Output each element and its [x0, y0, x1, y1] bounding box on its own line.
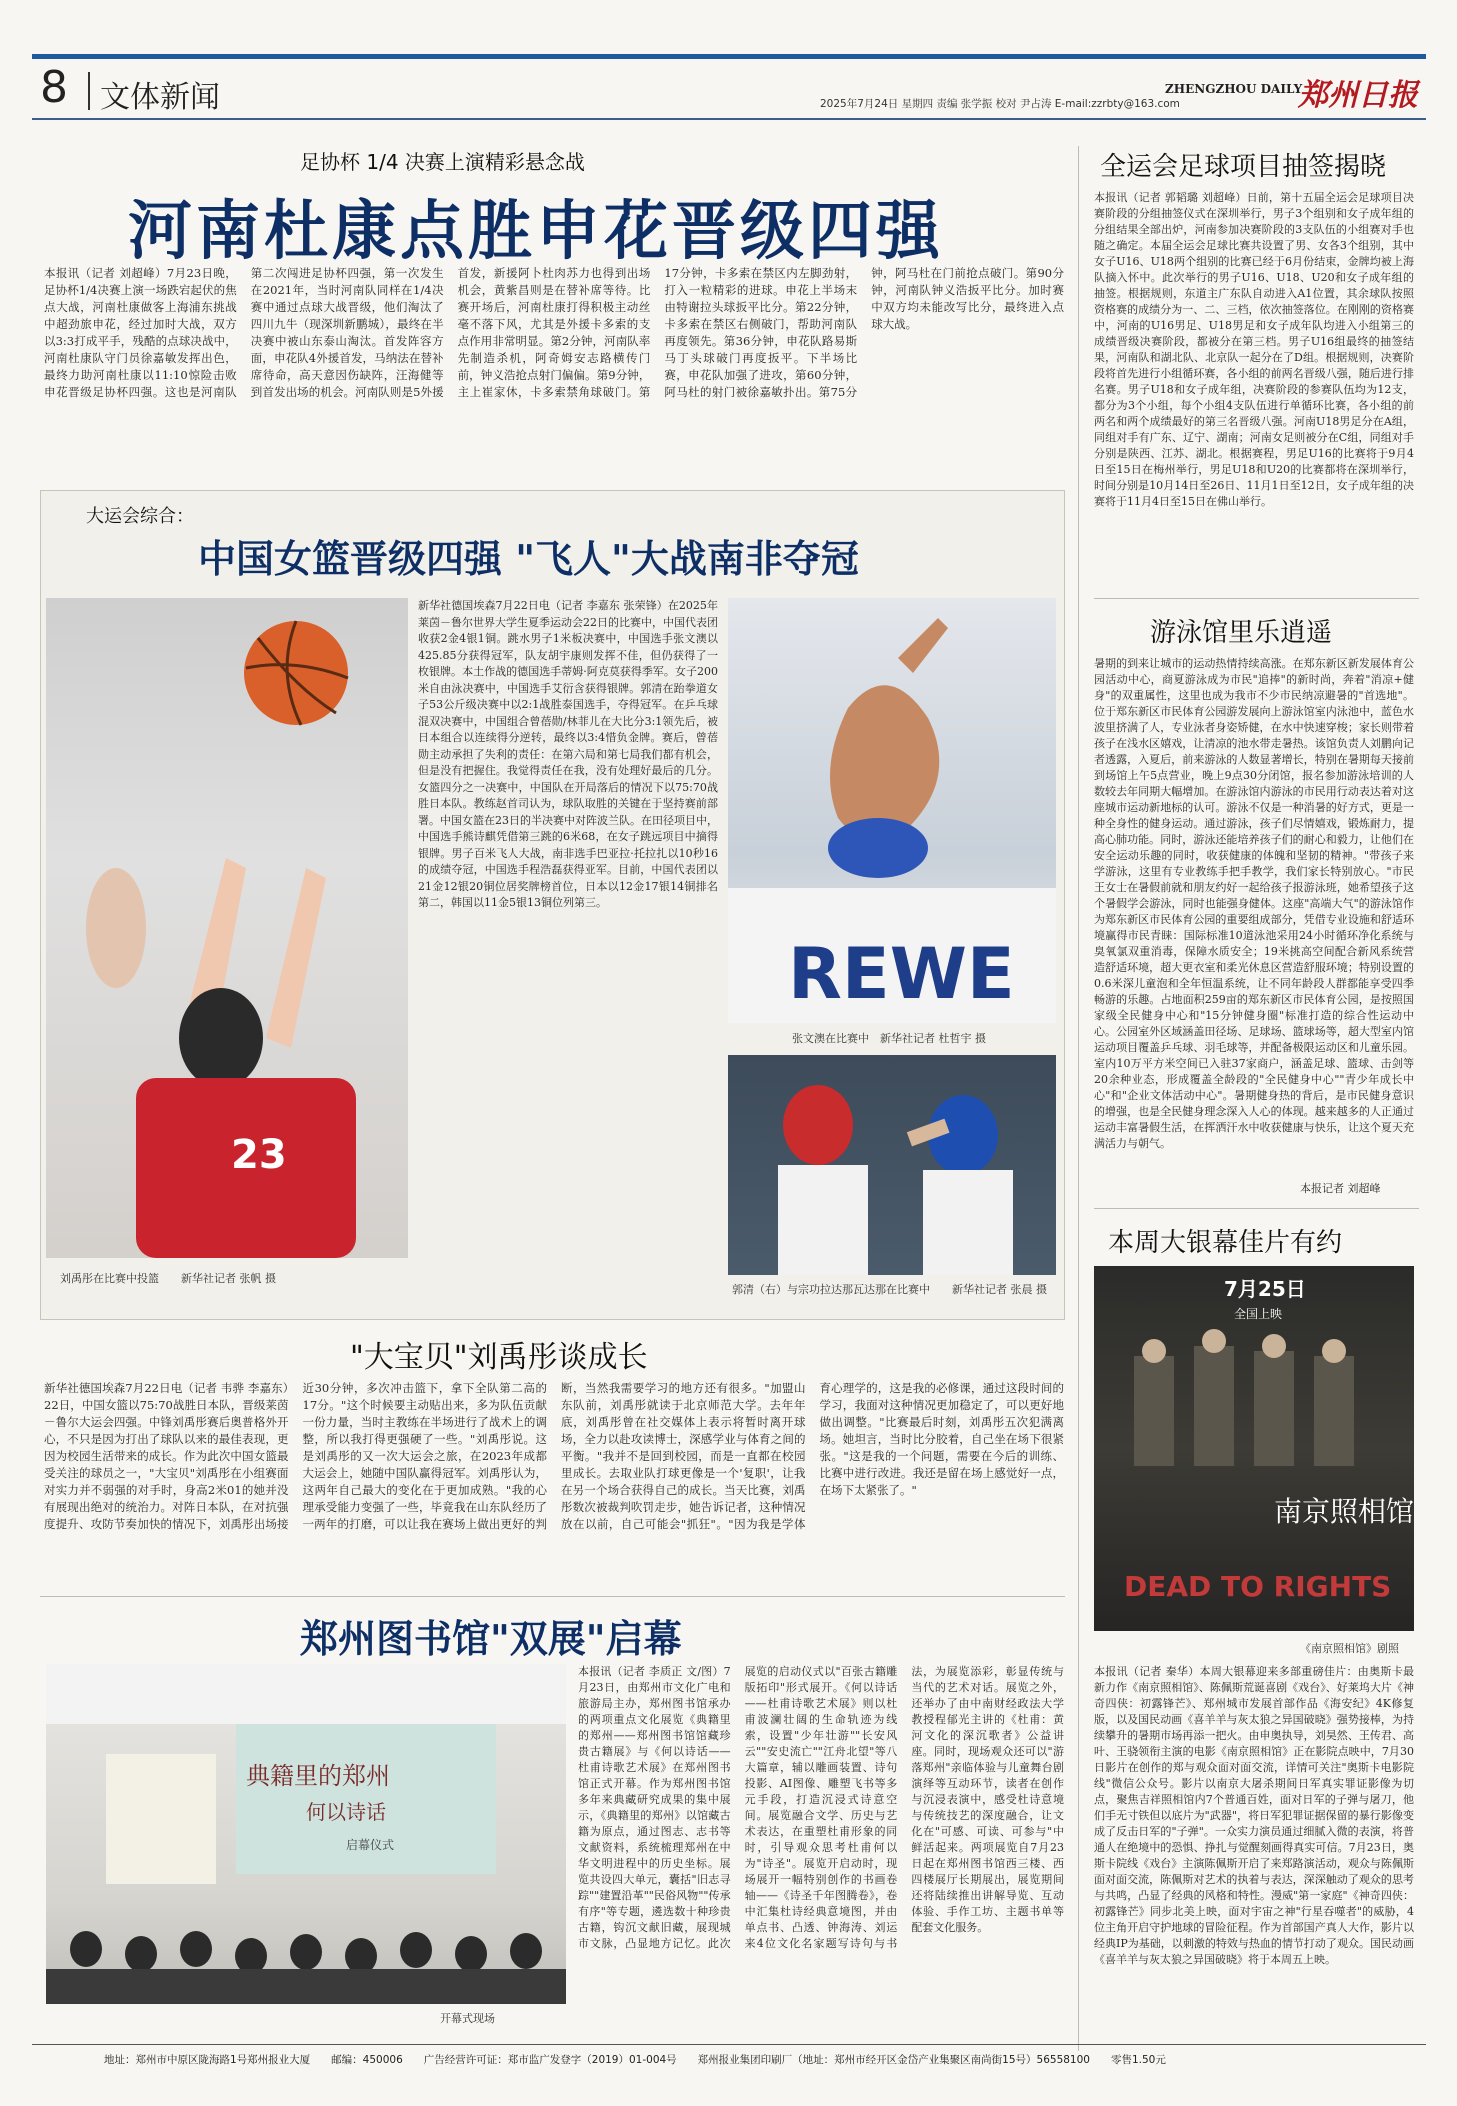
right2-sign: 本报记者 刘超峰: [1300, 1182, 1381, 1195]
poster-sub: 全国上映: [1234, 1307, 1283, 1321]
rewe-sign: REWE: [788, 933, 1015, 1015]
banner-sub: 启幕仪式: [346, 1838, 395, 1852]
svg-text:23: 23: [231, 1132, 287, 1178]
poster-title: 南京照相馆: [1274, 1495, 1414, 1528]
movie-poster-art: [1094, 1266, 1414, 1631]
basketball-photo-caption: 刘禹彤在比赛中投篮 新华社记者 张帆 摄: [60, 1272, 276, 1285]
footer-rule: [32, 2044, 1426, 2045]
top-rule: [32, 54, 1426, 59]
library-photo-art: [46, 1664, 566, 2004]
right3-rule: [1094, 1208, 1419, 1209]
paper-name-en: ZHENGZHOU DAILY: [1165, 82, 1303, 96]
masthead-bottom-rule: [32, 118, 1426, 120]
footer-info: 地址：郑州市中原区陇海路1号郑州报业大厦 邮编：450006 广告经营许可证：郑市监广发登字（2019）01-004号 郑州报业集团印刷厂（地址：郑州市经开区金岱产业集聚区南尚街15号）56558100 零售1.50元: [104, 2054, 1166, 2066]
column-rule: [1078, 146, 1079, 2051]
banner-line-1: 典籍里的郑州: [246, 1762, 390, 1790]
taekwondo-photo-art: [728, 1055, 1056, 1275]
right1-body: 本报讯（记者 郭韬璐 刘超峰）日前，第十五届全运会足球项目决赛阶段的分组抽签仪式在深圳举行，男子3个组别和女子成年组的分组结果全部出炉，河南参加决赛阶段的3支队伍的小组赛对手也随之确定。本届全运会足球比赛共设置了男、女各3个组别，其中女子U16、U18两个组别的比赛已经于6月份结束，金牌均被上海队摘入怀中。此次举行的男子U16、U18、U20和女子成年组的抽签。根据规则，东道主广东队自动进入A1位置，其余球队按照资格赛的成绩分为一、二、三档，依次抽签落位。在刚刚的资格赛中，河南的U16男足、U18男足和女子成年队均进入小组第三的成绩晋级决赛阶段，都被分在第三档。男子U16组最终的抽签结果，河南队和湖北队、北京队一起分在了D组。根据规则，决赛阶段将首先进行小组循环赛，各小组的前两名晋级八强，随后进行排名赛。男子U18和女子成年组，决赛阶段的参赛队伍均为12支，都分为3个小组，每个小组4支队伍进行单循环比赛，各小组的前两名和两个成绩最好的第三名晋级八强。河南U18男足分在A组，同组对手有广东、辽宁、湖南；河南女足则被分在C组，同组对手分别是陕西、江苏、湖北。根据赛程，男足U16的比赛将于9月4日至15日在梅州举行，男足U18和U20的比赛都将在深圳举行，时间分别是10月14日至26日、11月1日至12日，女子成年组的决赛将于11月4日至15日在佛山举行。: [1094, 191, 1414, 508]
diving-photo-art: [728, 598, 1056, 1023]
story1-body: 本报讯（记者 刘超峰）7月23日晚，足协杯1/4决赛上演一场跌宕起伏的焦点大战，河南杜康做客上海浦东挑战中超劲旅申花，经过加时大战，双方以3:3打成平手，残酷的点球决战中，河南杜康队守门员徐嘉敏发挥出色，最终力助河南杜康以11:10惊险击败申花晋级足协杯四强。这也是河南队第二次闯进足协杯四强，第一次发生在2021年，当时河南队同样在1/4决赛中通过点球大战晋级，他们淘汰了四川九牛（现深圳新鹏城），最终在半决赛中被山东泰山淘汰。首发阵容方面，申花队4外援首发，马纳法在替补席待命，高天意因伤缺阵，汪海健等到首发出场的机会。河南队则是5外援首发，新援阿卜杜肉苏力也得到出场机会，黄紫昌则是在替补席等待。比赛开场后，河南杜康打得积极主动丝毫不落下风，尤其是外援卡多索的支点作用非常明显。第2分钟，河南队率先制造杀机，阿奇姆安志路横传门前，钟义浩抢点射门偏偏。第9分钟，主上崔家休，卡多索禁角球破门。第17分钟，卡多索在禁区内左脚劲射，打入一粒精彩的进球。申花上半场末由特谢拉头球扳平比分。第22分钟，卡多索在禁区右侧破门，帮助河南队再度领先。第36分钟，申花队路易斯马丁头球破门再度扳平。下半场比赛，申花队加强了进攻，第60分钟，阿马杜的射门被徐嘉敏扑出。第75分钟，阿马杜在门前抢点破门。第90分钟，河南队钟义浩扳平比分。加时赛中双方均未能改写比分，最终进入点球大战。: [44, 266, 1064, 399]
diving-photo-caption: 张文澳在比赛中 新华社记者 杜哲宇 摄: [792, 1032, 986, 1045]
story2-title: 中国女篮晋级四强 "飞人"大战南非夺冠: [198, 537, 859, 581]
banner-line-2: 何以诗话: [306, 1800, 386, 1824]
right1-title: 全运会足球项目抽签揭晓: [1100, 152, 1387, 182]
basketball-photo-art: [46, 598, 408, 1258]
story4-top-rule: [40, 1596, 1065, 1597]
story4-title: 郑州图书馆"双展"启幕: [300, 1617, 682, 1661]
diving-photo: [728, 598, 1056, 1023]
library-photo-caption: 开幕式现场: [440, 2012, 495, 2025]
story4-body: 本报讯（记者 李质正 文/图）7月23日，由郑州市文化广电和旅游局主办，郑州图书馆承办的两项重点文化展览《典籍里的郑州——郑州图书馆馆藏珍贵古籍展》与《何以诗话——杜甫诗歌艺术展》在郑州图书馆正式开幕。作为郑州图书馆多年来典藏研究成果的集中展示，《典籍里的郑州》以馆藏古籍为原点，通过图志、志书等文献资料，系统梳理郑州在中华文明进程中的历史坐标。展览共设四大单元，囊括"旧志寻踪""建置沿革""民俗风物""传承有序"等专题，遴选数十种珍贵古籍，钩沉文献旧藏，展现城市文脉，凸显地方记忆。此次展览的启动仪式以"百张古籍雕版拓印"形式展开。《何以诗话——杜甫诗歌艺术展》则以杜甫波澜壮阔的生命轨迹为线索，设置"少年壮游""长安风云""安史流亡""江舟北望"等八大篇章，辅以雕画装置、诗句投影、AI图像、雕塑飞书等多元手段，打造沉浸式诗意空间。展览融合文学、历史与艺术表达，在重塑杜甫形象的同时，引导观众思考杜甫何以为"诗圣"。展览开启动时，现场展开一幅特别创作的书画卷轴——《诗圣千年图腾卷》，卷中汇集杜诗经典意境图，并由单点书、凸透、钟海涛、刘运来4位文化名家题写诗句与书法，为展览添彩，彰显传统与当代的艺术对话。展览之外，还举办了由中南财经政法大学教授程郁光主讲的《杜甫：黄河文化的深沉歌者》公益讲座。同时，现场观众还可以"游落郑州"亲临体验与儿童舞台剧演绎等互动环节，读者在创作与沉浸表演中，感受杜诗意境与传统技艺的深度融合，让文化在"可感、可读、可参与"中鲜活起来。两项展览自7月23日起在郑州图书馆西三楼、西四楼展厅长期展出，展览期间还将陆续推出讲解导览、互动体验、手作工坊、主题书单等配套文化服务。: [578, 1665, 1064, 1950]
story3-body: 新华社德国埃森7月22日电（记者 韦骅 李嘉东）22日，中国女篮以75:70战胜日本队，晋级莱茵－鲁尔大运会四强。中锋刘禹彤赛后奥普格外开心，不只是因为打出了球队以来的最佳表现，更因为校园生活带来的成长。作为此次中国女篮最受关注的球员之一，"大宝贝"刘禹彤在小组赛面对实力并不弱强的对手时，身高2米01的她并没有展现出绝对的统治力。对阵日本队，在对抗强度提升、攻防节奏加快的情况下，刘禹彤出场接近30分钟，多次冲击篮下，拿下全队第二高的17分。"这个时候要主动贴出来，多为队伍贡献一份力量，当时主教练在半场进行了战术上的调整，所以我打得更强硬了一些。"刘禹彤说。这是刘禹彤的又一次大运会之旅，在2023年成都大运会上，她随中国队赢得冠军。刘禹彤认为，这两年自己最大的变化在于更加成熟。"我的心理承受能力变强了一些，毕竟我在山东队经历了一两年的打磨，可以让我在赛场上做出更好的判断，当然我需要学习的地方还有很多。"加盟山东队前，刘禹彤就读于北京师范大学。去年年底，刘禹彤曾在社交媒体上表示将暂时离开球场，全力以赴攻读博士，深感学业与体育之间的平衡。"我并不是回到校园，而是一直都在校园里成长。去取业队打球更像是一个'复职'，让我在另一个场合获得自己的成长。当天比赛，刘禹彤数次被裁判吹罚走步，她告诉记者，这种情况放在以前，自己可能会"抓狂"。"因为我是学体育心理学的，这是我的必修课，通过这段时间的学习，我面对这种情况更加稳定了，可以更好地做出调整。"比赛最后时刻，刘禹彤五次犯满离场。她坦言，当时比分胶着，自己坐在场下很紧张。"这是我的一个问题，需要在今后的训练、比赛中进行改进。我还是留在场上感觉好一点，在场下太紧张了。": [44, 1381, 1064, 1531]
story3-title: "大宝贝"刘禹彤谈成长: [350, 1340, 648, 1375]
story2-body: 新华社德国埃森7月22日电（记者 李嘉东 张荣锋）在2025年莱茵－鲁尔世界大学生夏季运动会22日的比赛中，中国代表团收获2金4银1铜。跳水男子1米板决赛中，中国选手张文澳以425.85分获得冠军，队友胡宇康则发挥不佳，但仍获得了一枚银牌。本土作战的德国选手蒂姆·阿克莫获得季军。女子200米自由泳决赛中，中国选手艾衍含获得银牌。郭清在跆拳道女子53公斤级决赛中以2:1战胜泰国选手，夺得冠军。在乒乓球混双决赛中，中国组合曾蓓勋/林菲儿在大比分3:1领先后，被日本组合以连续得分逆转，最终以3:4惜负金牌。赛后，曾蓓勋主动承担了失利的责任：在第六局和第七局我们都有机会，但是没有把握住。我觉得责任在我，没有处理好最后的几分。女篮四分之一决赛中，中国队在开局落后的情况下以75:70战胜日本队。教练赵首司认为，球队取胜的关键在于坚持赛前部署。中国女篮在23日的半决赛中对阵波兰队。在田径项目中，中国选手熊诗麒凭借第三跳的6米68，在女子跳远项目中摘得银牌。男子百米飞人大战，南非选手巴亚拉·托拉扎以10秒16的成绩夺冠，中国选手程浩磊获得亚军。目前，中国代表团以21金12银20铜位居奖牌榜首位，日本以12金17银14铜排名第二，韩国以11金5银13铜位列第三。: [418, 599, 718, 909]
story1-title: 河南杜康点胜申花晋级四强: [128, 195, 944, 269]
poster-date: 7月25日: [1224, 1277, 1306, 1301]
story1-kicker: 足协杯 1/4 决赛上演精彩悬念战: [300, 150, 585, 174]
right3-body: 本报讯（记者 秦华）本周大银幕迎来多部重磅佳片：由奥斯卡最新力作《南京照相馆》、陈佩斯荒诞喜剧《戏台》、好莱坞大片《神奇四侠：初露锋芒》、郑州城市发展首部作品《海安纪》4K修复版，以及国民动画《喜羊羊与灰太狼之异国破晓》强势接棒，为持续攀升的暑期市场再添一把火。由申奥执导，刘昊然、王传君、高叶、王骁领衔主演的电影《南京照相馆》正在影院点映中，7月30日影片在创作的郑与观众面对面交流，详情可关注"奥斯卡电影院线"微信公众号。影片以南京大屠杀期间日军真实罪证影像为切点，聚焦吉祥照相馆内7个普通百姓，面对日军的子弹与屠刀，他们手无寸铁但以底片为"武器"，将日军犯罪证据保留的暴行影像变成了反击日军的"子弹"。一众实力演员通过细腻入微的表演，将普通人在绝境中的恐惧、挣扎与觉醒刻画得真实可信。7月23日，奥斯卡院线《戏台》主演陈佩斯开启了来郑路演活动，观众与陈佩斯面对面交流，陈佩斯对艺术的执着与表达，深深触动了观众的思考与共鸣，凸显了经典的风格和特性。漫威"第一家庭"《神奇四侠：初露锋芒》同步北美上映，面对宇宙之神"行星吞噬者"的威胁，4位主角开启守护地球的冒险征程。作为首部国产真人大作，影片以经典IP为基础，以刺激的特效与热血的情节打动了观众。国民动画《喜羊羊与灰太狼之异国破晓》将于本周五上映。: [1094, 1665, 1414, 1966]
taekwondo-photo-caption: 郭清（右）与宗功拉达那瓦达那在比赛中 新华社记者 张晨 摄: [732, 1283, 1047, 1296]
movie-poster: [1094, 1266, 1414, 1631]
masthead-divider: [88, 72, 90, 110]
poster-en-title: DEAD TO RIGHTS: [1124, 1570, 1392, 1603]
section-title: 文体新闻: [100, 80, 220, 115]
story2-kicker: 大运会综合：: [86, 506, 194, 527]
date-editor-line: 2025年7月24日 星期四 责编 张学振 校对 尹占涛 E-mail:zzrbty@163.com: [820, 98, 1180, 110]
right3-title: 本周大银幕佳片有约: [1108, 1228, 1343, 1258]
movie-poster-caption: 《南京照相馆》剧照: [1300, 1642, 1399, 1655]
right2-body: 暑期的到来让城市的运动热情持续高涨。在郑东新区新发展体育公园活动中心，商夏游泳成为市民"追捧"的新时尚，奔着"消凉+健身"的双重属性，这里也成为我市不少市民纳凉避暑的"首选地"。位于郑东新区市民体育公园游发展向上游泳馆室内泳池中，蓝色水波里挤满了人，专业泳者身姿矫健，在水中快速穿梭；家长则带着孩子在浅水区嬉戏，让清凉的池水带走暑热。该馆负责人刘鹏向记者透露，入夏后，前来游泳的人数显著增长，特别在暑期每天接前到场馆上午5点营业，晚上9点30分闭馆，报名参加游泳培训的人数较去年同期大幅增加。在游泳馆内游泳的市民用行动表达着对这座城市运动新地标的认可。游泳不仅是一种消暑的好方式，更是一种全身性的健身运动。通过游泳，孩子们尽情嬉戏，锻炼耐力，提高心肺功能。同时，游泳还能培养孩子们的耐心和毅力，让他们在安全运动乐趣的同时，收获健康的体魄和坚韧的精神。"带孩子来学游泳，这里有专业教练手把手教学，我们家长特别放心。"市民王女士在暑假前就和朋友约好一起给孩子报游泳班，她希望孩子这个暑假学会游泳，同时也能强身健体。这座"高端大气"的游泳馆作为郑东新区市民体育公园的重要组成部分，凭借专业设施和舒适环境赢得市民青睐：国际标准10道泳池采用24小时循环净化系统与臭氧氯双重消毒，保障水质安全；19米挑高空间配合新风系统营造舒适环境，超大更衣室和柔光休息区营造舒服环境；特别设置的0.6米深儿童泡和全年恒温系统，让不同年龄段人群都能享受四季畅游的乐趣。占地面积259亩的郑东新区市民体育公园，是按照国家级全民健身中心和"15分钟健身圈"标准打造的综合性运动中心。公园室外区域涵盖田径场、足球场、篮球场等，超大型室内馆运动项目覆盖乒乓球、羽毛球等，并配备极限运动区和儿童乐园。室内10万平方米空间已入驻37家商户，涵盖足球、篮球、击剑等20余种业态，形成覆盖全龄段的"全民健身中心""青少年成长中心"和"企业文体活动中心"。暑期健身热的背后，是市民健身意识的增强，也是全民健身理念深入人心的体现。越来越多的人正通过运动丰富暑假生活，在挥洒汗水中收获健康与快乐，让这个夏天充满活力与朝气。: [1094, 657, 1414, 1150]
library-photo: [46, 1664, 566, 2004]
page-number: 8: [40, 62, 68, 113]
right2-rule: [1094, 598, 1419, 599]
taekwondo-photo: [728, 1055, 1056, 1275]
right2-title: 游泳馆里乐逍遥: [1150, 618, 1333, 648]
basketball-photo: [46, 598, 408, 1258]
paper-logo: 郑州日报: [1298, 78, 1418, 113]
